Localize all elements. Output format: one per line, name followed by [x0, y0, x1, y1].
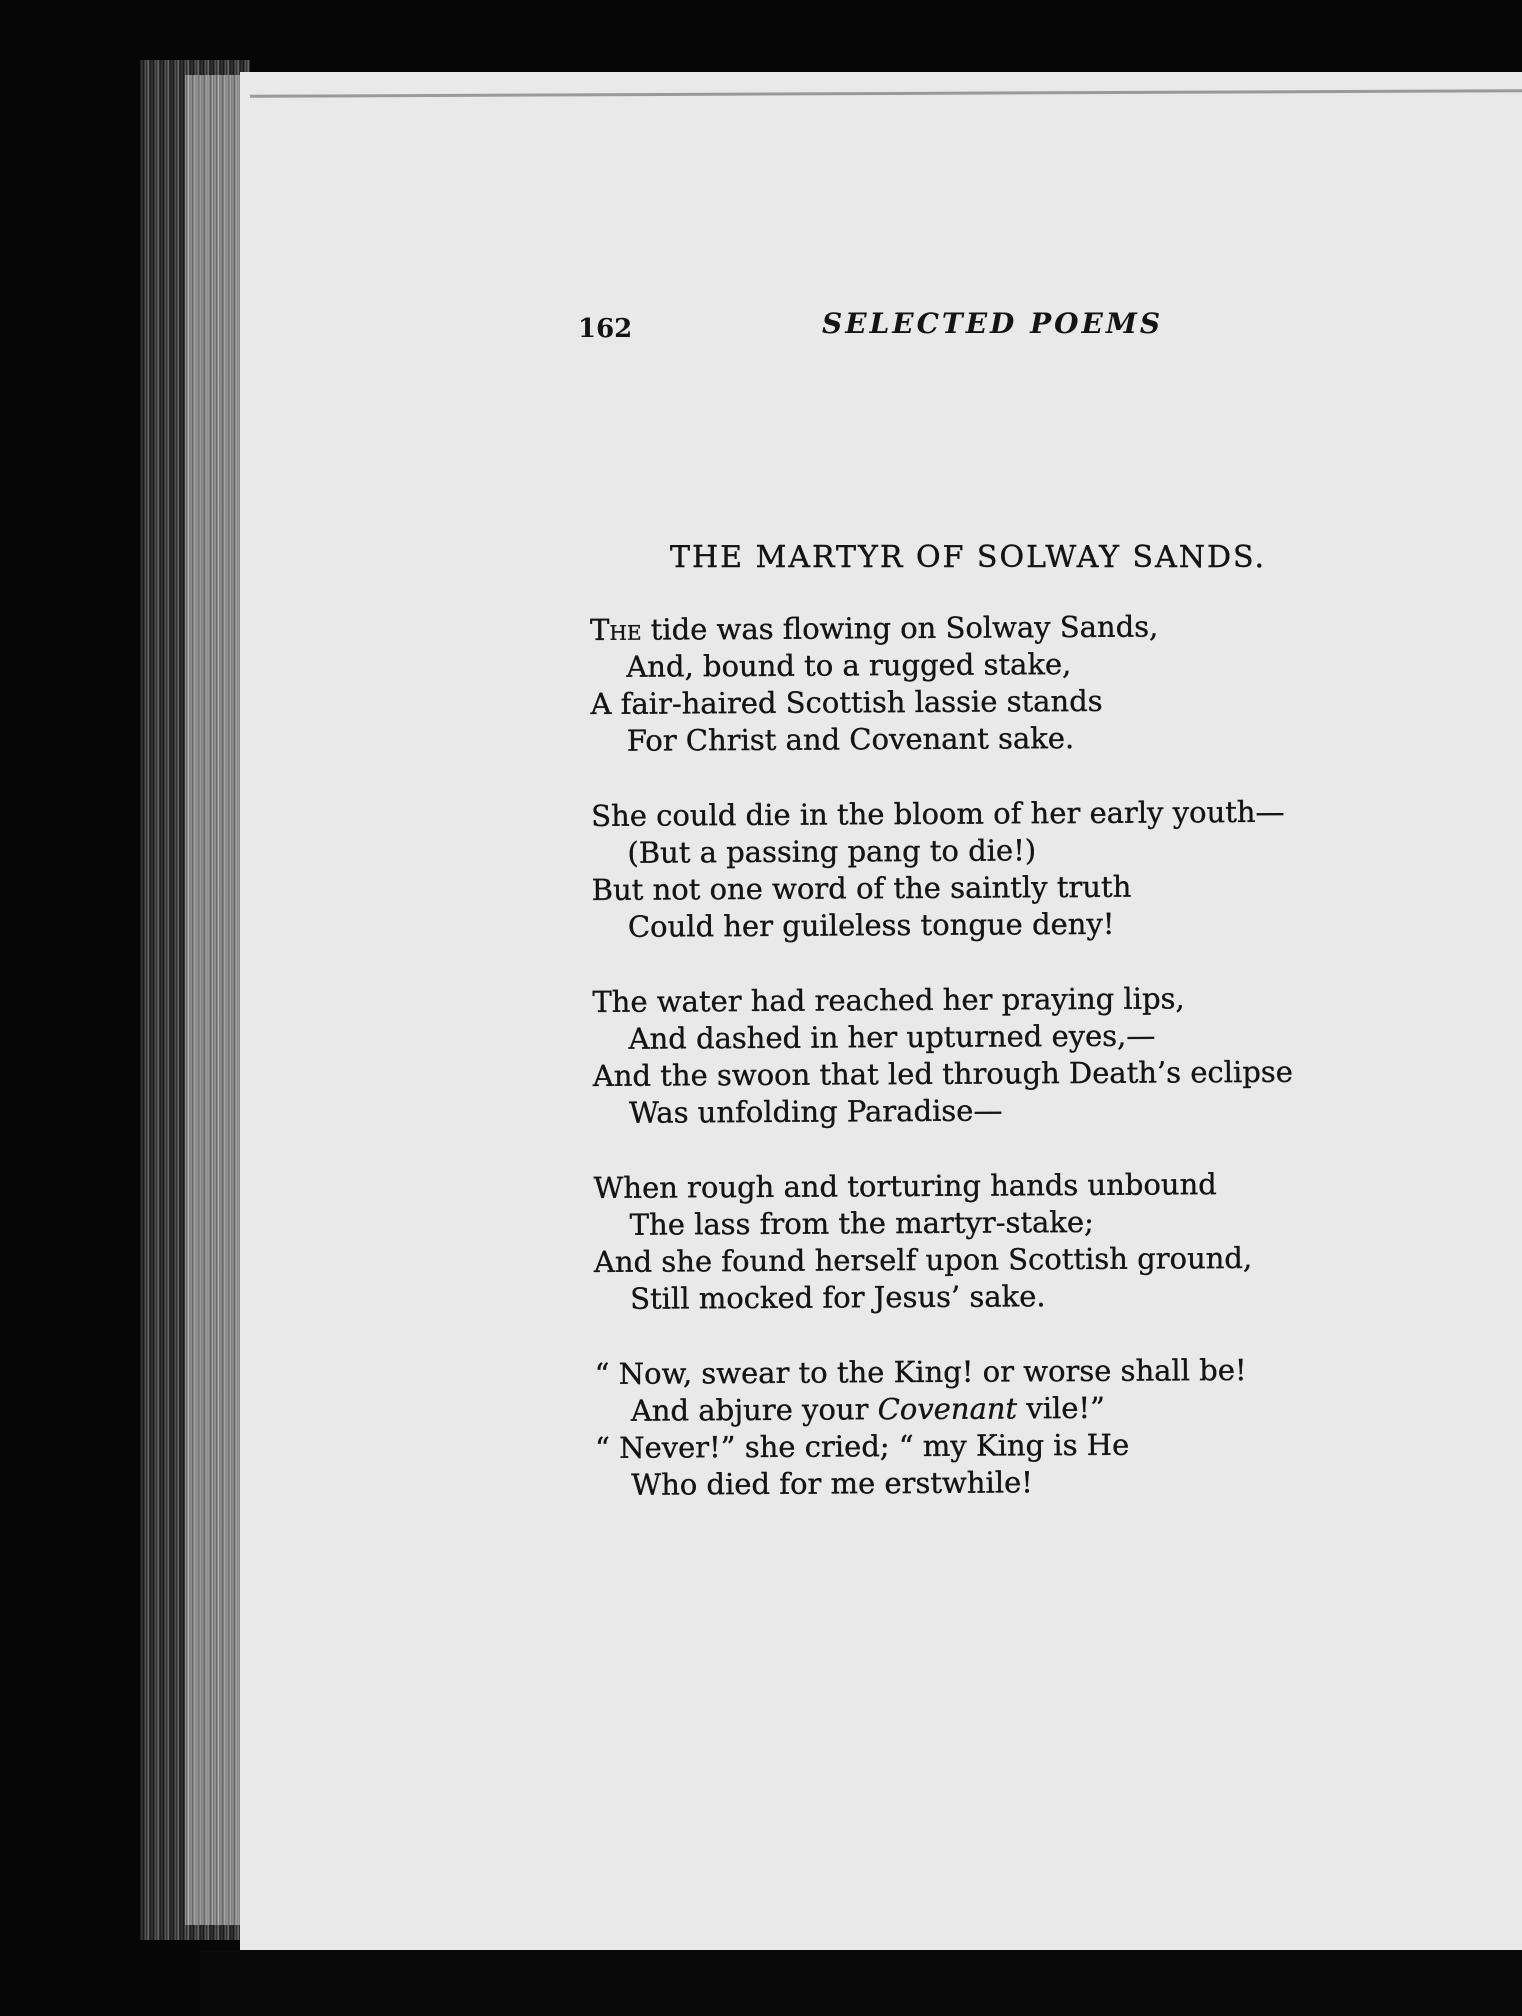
poem-line: The water had reached her praying lips,: [592, 981, 1185, 1019]
poem-line: Could her guileless tongue deny!: [627, 906, 1115, 944]
poem-line: (But a passing pang to die!): [627, 833, 1037, 870]
emphasized-word: Covenant: [877, 1391, 1018, 1427]
poem-line: The lass from the martyr-stake;: [629, 1204, 1094, 1242]
stanza-3: [592, 979, 1333, 1132]
stanza-4: [593, 1165, 1334, 1318]
poem-line: When rough and torturing hands unbound: [593, 1167, 1217, 1205]
line-text: tide was flowing on Solway Sands,: [641, 609, 1159, 647]
poem-line: [590, 607, 1330, 649]
line-text: And abjure your: [630, 1392, 878, 1428]
stanza-1: [590, 607, 1331, 760]
poem-line: A fair-haired Scottish lassie stands: [590, 683, 1103, 721]
running-head: SELECTED POEMS: [822, 307, 1164, 340]
poem-line: But not one word of the saintly truth: [591, 869, 1132, 907]
poem-line: Still mocked for Jesus’ sake.: [630, 1279, 1046, 1316]
poem-title: THE MARTYR OF SOLWAY SANDS.: [670, 540, 1267, 575]
poem-line: “ Now, swear to the King! or worse shall be!: [594, 1353, 1247, 1391]
line-text: vile!”: [1017, 1390, 1106, 1426]
poem-line: And dashed in her upturned eyes,—: [628, 1018, 1156, 1056]
poem-line: Was unfolding Paradise—: [628, 1093, 1003, 1130]
poem-line: For Christ and Covenant sake.: [626, 721, 1075, 758]
poem-line: “ Never!” she cried; “ my King is He: [595, 1427, 1130, 1465]
poem-line: She could die in the bloom of her early youth—: [591, 794, 1285, 833]
stanza-2: [591, 793, 1332, 946]
stanza-5: [595, 1351, 1336, 1504]
poem-line: [595, 1388, 1335, 1430]
poem-line: Who died for me erstwhile!: [631, 1465, 1033, 1502]
poem-body: [590, 607, 1336, 1542]
poem-line: And the swoon that led through Death’s eclipse: [592, 1054, 1293, 1093]
page-number: 162: [578, 314, 633, 344]
poem-line: And she found herself upon Scottish ground,: [593, 1240, 1253, 1279]
poem-line: And, bound to a rugged stake,: [626, 647, 1072, 684]
initial-word: The: [590, 612, 642, 647]
